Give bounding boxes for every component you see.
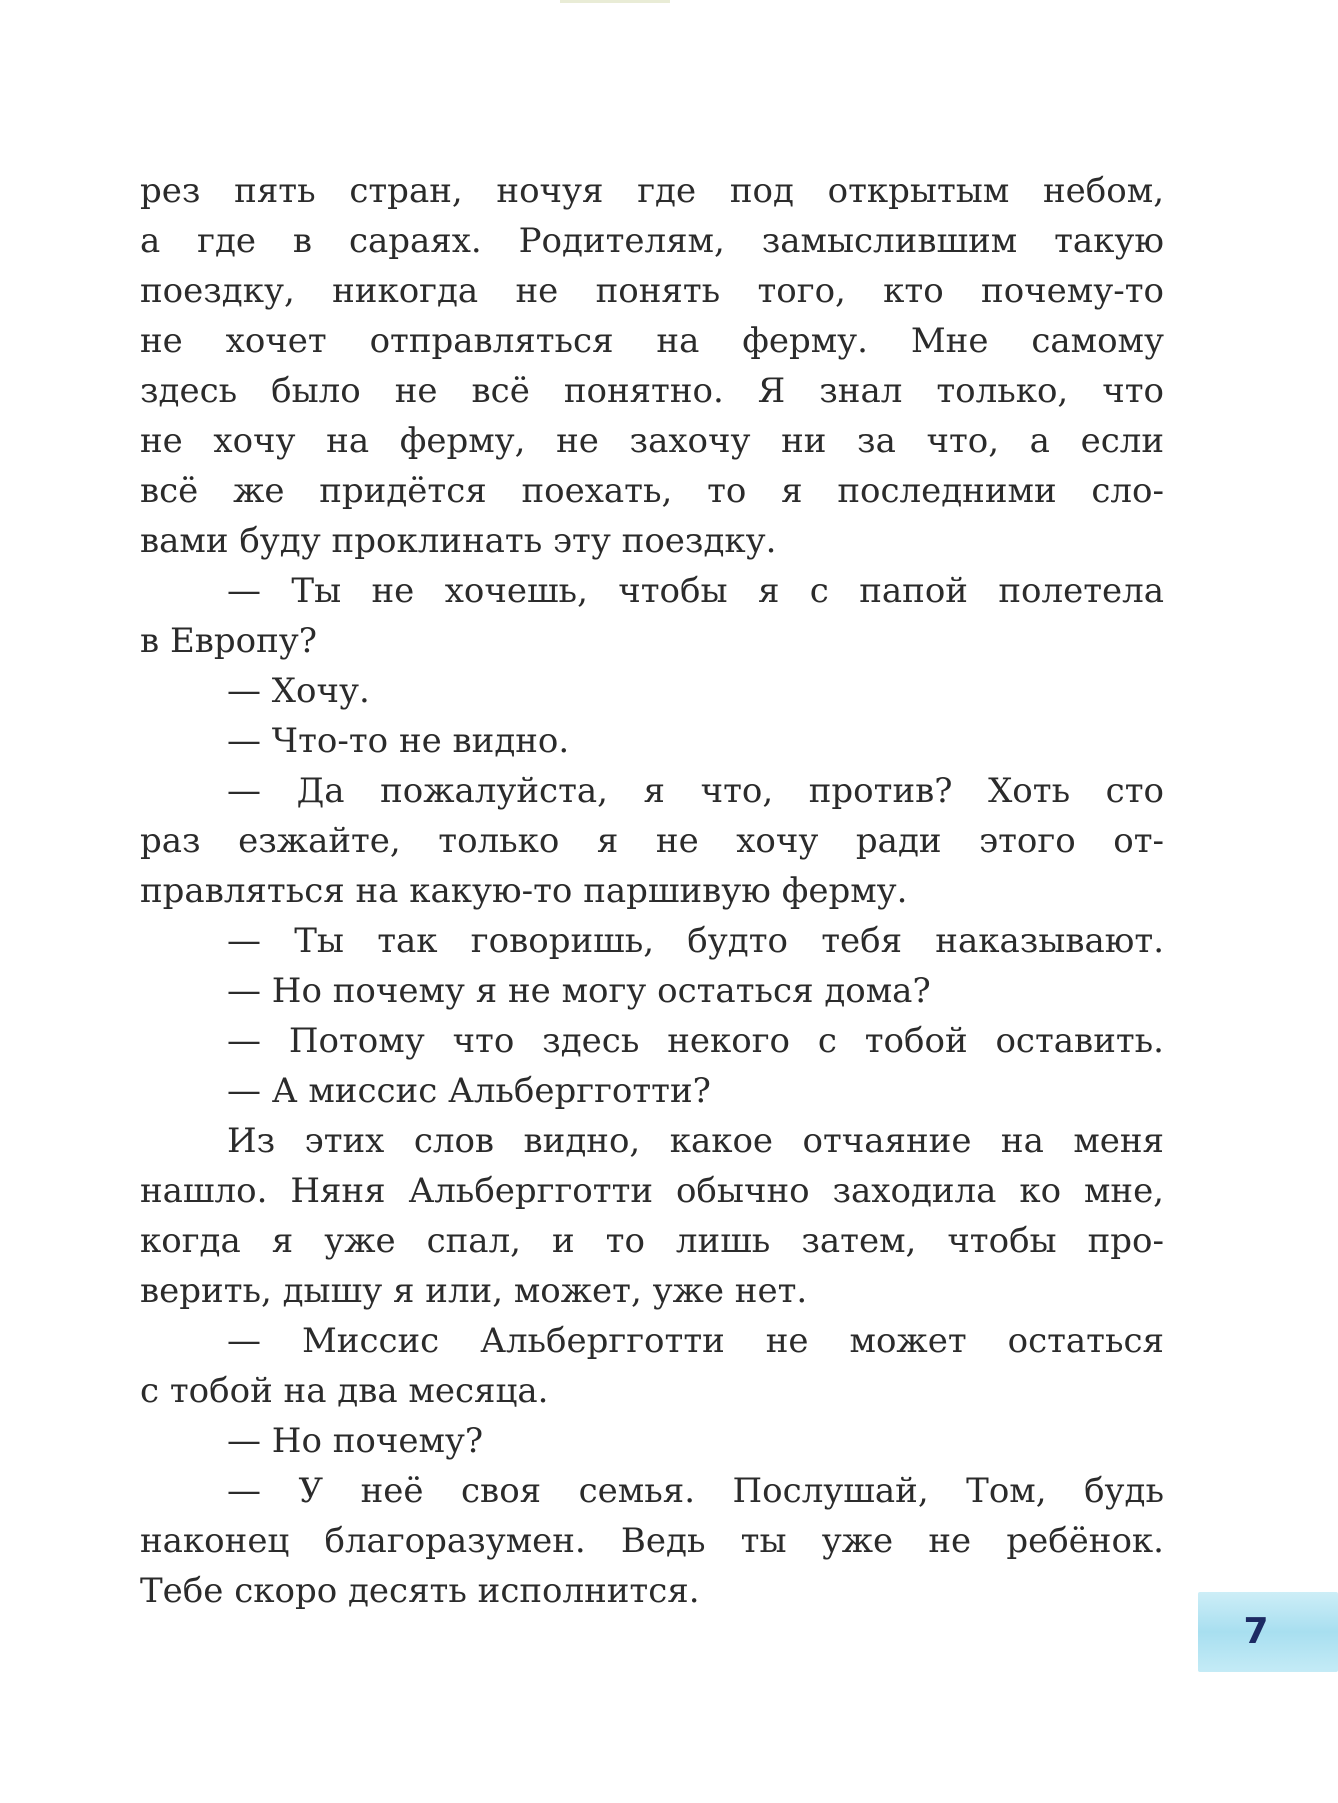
dialogue-line: — Ты не хочешь, чтобы я с папой полетела (227, 571, 1164, 611)
text-line: а где в сараях. Родителям, замыслившим такую (140, 221, 1164, 261)
top-edge-mark (560, 0, 670, 3)
text-line: нашло. Няня Альбергготти обычно заходила ко мне, (140, 1171, 1164, 1211)
dialogue-line: — Да пожалуйста, я что, против? Хоть сто (227, 771, 1164, 811)
text-line: с тобой на два месяца. (140, 1371, 549, 1411)
text-line: поездку, никогда не понять того, кто почему-то (140, 271, 1164, 311)
dialogue-line: — Что-то не видно. (227, 721, 570, 761)
text-line: раз езжайте, только я не хочу ради этого от- (140, 821, 1164, 861)
text-line: правляться на какую-то паршивую ферму. (140, 871, 908, 911)
text-line: здесь было не всё понятно. Я знал только, что (140, 371, 1164, 411)
paragraph-start-line: Из этих слов видно, какое отчаяние на меня (227, 1121, 1164, 1161)
dialogue-line: — У неё своя семья. Послушай, Том, будь (227, 1471, 1164, 1511)
text-line: всё же придётся поехать, то я последними сло- (140, 471, 1164, 511)
dialogue-line: — Но почему? (227, 1421, 484, 1461)
dialogue-line: — Хочу. (227, 671, 370, 711)
text-line: вами буду проклинать эту поездку. (140, 521, 777, 561)
page-number: 7 (1243, 1611, 1269, 1652)
text-line: рез пять стран, ночуя где под открытым небом, (140, 171, 1164, 211)
text-line: когда я уже спал, и то лишь затем, чтобы про- (140, 1221, 1164, 1261)
text-line: не хочет отправляться на ферму. Мне самому (140, 321, 1164, 361)
text-line: верить, дышу я или, может, уже нет. (140, 1271, 808, 1311)
text-line: в Европу? (140, 621, 318, 661)
page-text (140, 166, 1164, 1616)
text-line: не хочу на ферму, не захочу ни за что, а если (140, 421, 1164, 461)
text-line: Тебе скоро десять исполнится. (140, 1571, 700, 1611)
dialogue-line: — Но почему я не могу остаться дома? (227, 971, 931, 1011)
dialogue-line: — Потому что здесь некого с тобой оставить. (227, 1021, 1164, 1061)
text-line: наконец благоразумен. Ведь ты уже не ребёнок. (140, 1521, 1164, 1561)
dialogue-line: — Миссис Альбергготти не может остаться (227, 1321, 1164, 1361)
dialogue-line: — А миссис Альбергготти? (227, 1071, 711, 1111)
dialogue-line: — Ты так говоришь, будто тебя наказывают. (227, 921, 1164, 961)
